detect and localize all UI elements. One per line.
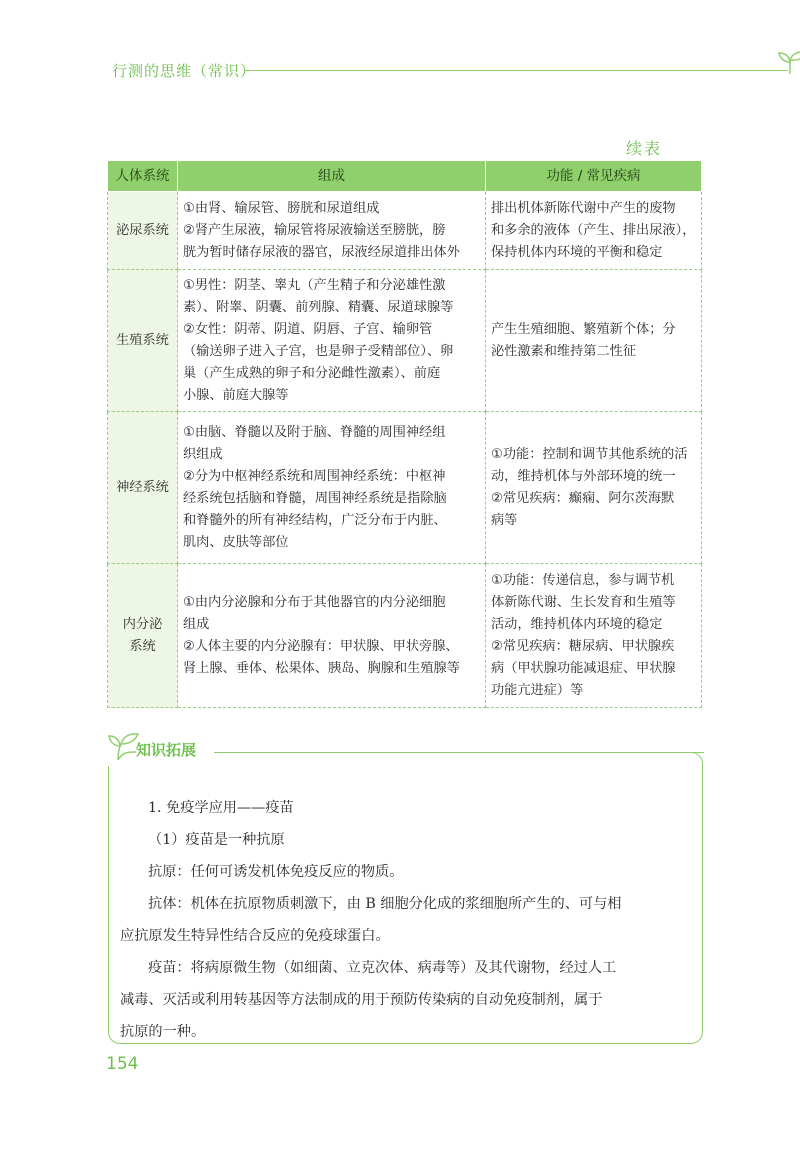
knowledge-title-rule [214,752,704,753]
function-cell-line: 泌性激素和维持第二性征 [491,343,637,359]
system-name-cell [108,270,178,412]
composition-cell-line: 肾上腺、垂体、松果体、胰岛、胸腺和生殖腺等 [183,660,460,676]
composition-cell-line: ①由脑、脊髓以及附于脑、脊髓的周围神经组 [183,424,446,440]
function-cell-line: ①功能：控制和调节其他系统的活 [491,446,688,462]
knowledge-paragraph: 减毒、灭活或利用转基因等方法制成的用于预防传染病的自动免疫制剂，属于 [120,992,603,1008]
running-header [112,58,712,86]
table-body [108,192,702,708]
page-number: 154 [106,1054,139,1074]
composition-cell [178,412,486,564]
knowledge-paragraph: 应抗原发生特异性结合反应的免疫球蛋白。 [120,928,390,944]
table-row [108,192,702,270]
continued-table-label: 续表 [626,139,663,158]
function-cell [486,564,702,708]
knowledge-subheading: （1）疫苗是一种抗原 [148,832,285,848]
function-cell-line: ①功能：传递信息，参与调节机 [491,572,675,588]
system-name-cell-line: 生殖系统 [116,332,169,348]
system-name-cell [108,564,178,708]
system-name-cell-line: 系统 [129,638,156,654]
knowledge-box-title: 知识拓展 [136,739,200,760]
function-cell-line: 病等 [491,512,518,528]
function-cell [486,192,702,270]
function-cell-line: 体新陈代谢、生长发育和生殖等 [491,594,676,610]
knowledge-paragraph: 抗原的一种。 [120,1024,206,1040]
table-row [108,270,702,412]
function-cell-line: ②常见疾病：癫痫、阿尔茨海默 [491,490,675,506]
knowledge-paragraph: 抗体：机体在抗原物质刺激下，由 B 细胞分化成的浆细胞所产生的、可与相 [148,896,622,912]
composition-cell-line: ②分为中枢神经系统和周围神经系统：中枢神 [183,468,446,484]
system-name-cell-line: 内分泌 [122,616,163,632]
column-header-system: 人体系统 [108,161,178,192]
composition-cell-line: 素）、附睾、阴囊、前列腺、精囊、尿道球腺等 [183,299,454,315]
table-row [108,564,702,708]
composition-cell-line: 和脊髓外的所有神经结构，广泛分布于内脏、 [183,512,447,528]
composition-cell [178,270,486,412]
knowledge-box-header [108,728,704,768]
function-cell-line: 产生生殖细胞、繁殖新个体；分 [491,321,676,337]
function-cell-line: 活动，维持机体内环境的稳定 [491,616,663,632]
body-systems-table [107,160,702,708]
composition-cell [178,192,486,270]
composition-cell-line: 肌肉、皮肤等部位 [183,534,289,550]
column-header-composition: 组成 [178,161,486,192]
sprout-icon [776,50,800,76]
table-header-row [108,161,702,192]
function-cell-line: 排出机体新陈代谢中产生的废物 [491,200,676,216]
knowledge-heading: 1. 免疫学应用——疫苗 [148,800,294,816]
composition-cell [178,564,486,708]
composition-cell-line: 巢（产生成熟的卵子和分泌雌性激素）、前庭 [183,365,441,381]
composition-cell-line: ①由肾、输尿管、膀胱和尿道组成 [183,200,380,216]
table-row [108,412,702,564]
function-cell-line: 保持机体内环境的平衡和稳定 [491,244,663,260]
composition-cell-line: 织组成 [183,446,223,462]
knowledge-box-body [120,792,694,1048]
composition-cell-line: ①由内分泌腺和分布于其他器官的内分泌细胞 [183,594,446,610]
composition-cell-line: （输送卵子进入子宫，也是卵子受精部位）、卵 [183,343,454,359]
composition-cell-line: ②女性：阴蒂、阴道、阴唇、子宫、输卵管 [183,321,433,337]
system-name-cell [108,192,178,270]
system-name-cell [108,412,178,564]
composition-cell-line: 胱为暂时储存尿液的器官，尿液经尿道排出体外 [183,244,460,260]
composition-cell-line: 小腺、前庭大腺等 [183,387,289,403]
function-cell-line: 病（甲状腺功能减退症、甲状腺 [491,660,676,676]
composition-cell-line: ②人体主要的内分泌腺有：甲状腺、甲状旁腺、 [183,638,459,654]
composition-cell-line: 经系统包括脑和脊髓，周围神经系统是指除脑 [183,490,447,506]
function-cell-line: 和多余的液体（产生、排出尿液）， [491,222,696,238]
composition-cell-line: ①男性：阴茎、睾丸（产生精子和分泌雄性激 [183,277,446,293]
function-cell-line: 动，维持机体与外部环境的统一 [491,468,676,484]
header-rule [244,70,788,71]
running-header-title: 行测的思维（常识） [112,62,257,80]
composition-cell-line: ②肾产生尿液，输尿管将尿液输送至膀胱，膀 [183,222,446,238]
function-cell [486,270,702,412]
composition-cell-line: 组成 [183,616,210,632]
function-cell-line: 功能亢进症）等 [491,682,584,698]
function-cell [486,412,702,564]
knowledge-paragraph: 疫苗：将病原微生物（如细菌、立克次体、病毒等）及其代谢物，经过人工 [148,960,617,976]
system-name-cell-line: 泌尿系统 [116,222,169,238]
function-cell-line: ②常见疾病：糖尿病、甲状腺疾 [491,638,675,654]
knowledge-paragraph: 抗原：任何可诱发机体免疫反应的物质。 [148,864,404,880]
column-header-function: 功能 / 常见疾病 [486,161,702,192]
system-name-cell-line: 神经系统 [116,479,169,495]
